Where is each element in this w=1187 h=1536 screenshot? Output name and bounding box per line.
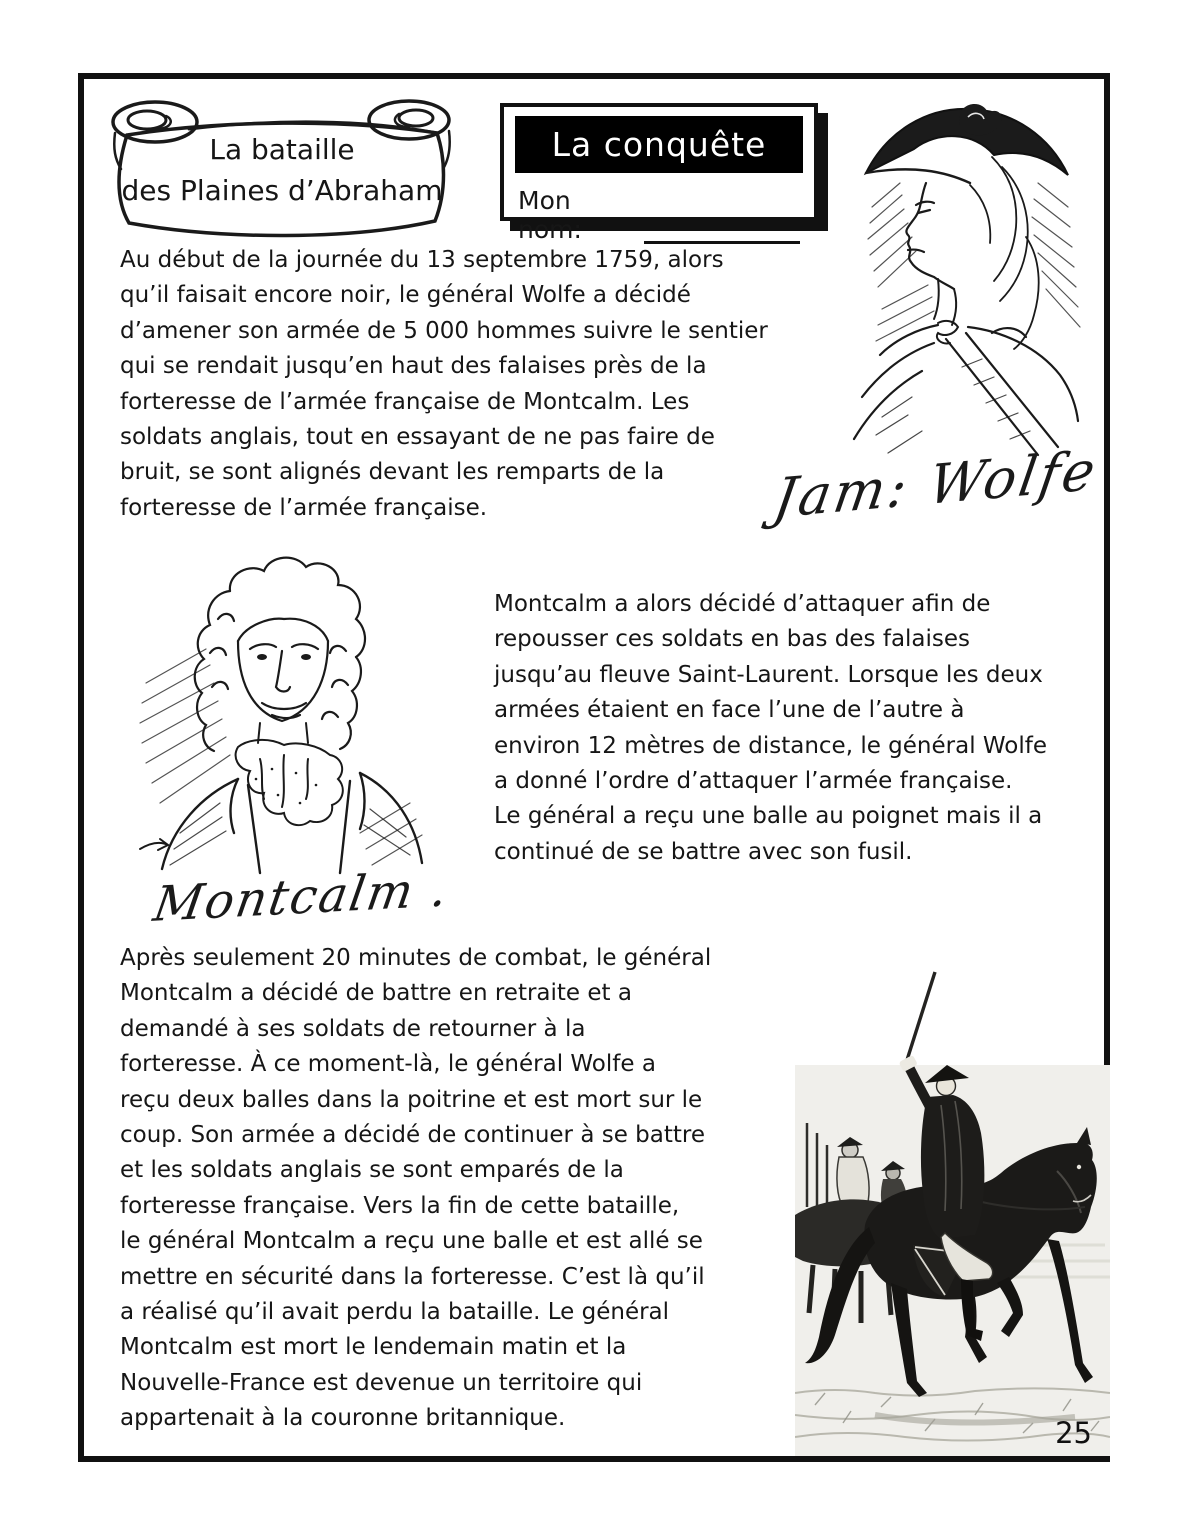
- battle-rider-illustration: [795, 945, 1110, 1456]
- text-line: Montcalm est mort le lendemain matin et la: [120, 1334, 627, 1361]
- text-line: coup. Son armée a décidé de continuer à se battre: [120, 1122, 706, 1149]
- banner-title-line1: La bataille: [209, 133, 355, 166]
- unit-title: La conquête: [515, 116, 803, 173]
- text-line: demandé à ses soldats de retourner à la: [120, 1015, 586, 1042]
- montcalm-signature: Montcalm .: [149, 861, 454, 933]
- wolfe-portrait-figure: [842, 87, 1092, 459]
- page-number: 25: [1055, 1416, 1092, 1450]
- name-label: Mon nom:: [518, 186, 582, 244]
- paragraph-3: [120, 941, 800, 1437]
- text-line: d’amener son armée de 5 000 hommes suivre le sentier: [120, 317, 768, 344]
- text-line: forteresse. À ce moment-là, le général Wolfe a: [120, 1051, 656, 1078]
- page-border-frame: [78, 73, 1110, 1462]
- text-line: jusqu’au fleuve Saint-Laurent. Lorsque les deux: [494, 661, 1043, 688]
- text-line: qui se rendait jusqu’en haut des falaises près de la: [120, 353, 707, 380]
- text-line: environ 12 mètres de distance, le général Wolfe: [494, 732, 1048, 759]
- text-line: repousser ces soldats en bas des falaises: [494, 626, 971, 653]
- text-line: Le général a reçu une balle au poignet mais il a: [494, 803, 1043, 830]
- text-line: Montcalm a décidé de battre en retraite et a: [120, 980, 632, 1007]
- title-banner: [93, 93, 471, 241]
- text-line: forteresse de l’armée française de Montcalm. Les: [120, 388, 690, 415]
- name-blank-line: [644, 215, 800, 244]
- montcalm-portrait-figure: [110, 533, 455, 878]
- text-line: a donné l’ordre d’attaquer l’armée française.: [494, 768, 1013, 795]
- text-line: Nouvelle-France est devenue un territoire qui: [120, 1369, 643, 1396]
- text-line: mettre en sécurité dans la forteresse. C’est là qu’il: [120, 1263, 705, 1290]
- paragraph-2: [494, 587, 1104, 870]
- text-line: continué de se battre avec son fusil.: [494, 838, 913, 865]
- wolfe-portrait-illustration: [842, 87, 1092, 459]
- text-line: le général Montcalm a reçu une balle et est allé se: [120, 1228, 703, 1255]
- text-line: soldats anglais, tout en essayant de ne pas faire de: [120, 424, 715, 451]
- text-line: et les soldats anglais se sont emparés de la: [120, 1157, 624, 1184]
- paragraph-1: [120, 243, 800, 526]
- wolfe-signature: Jam: Wolfe: [769, 438, 1103, 531]
- text-line: Montcalm a alors décidé d’attaquer afin de: [494, 591, 991, 617]
- montcalm-portrait-illustration: [110, 533, 455, 878]
- text-line: forteresse française. Vers la fin de cette bataille,: [120, 1192, 680, 1219]
- banner-title: [93, 129, 471, 211]
- text-line: armées étaient en face l’une de l’autre à: [494, 697, 965, 724]
- battle-rider-figure: [795, 945, 1110, 1456]
- text-line: Après seulement 20 minutes de combat, le général: [120, 945, 712, 971]
- text-line: bruit, se sont alignés devant les remparts de la: [120, 459, 665, 486]
- text-line: forteresse de l’armée française.: [120, 494, 488, 521]
- text-line: a réalisé qu’il avait perdu la bataille. Le général: [120, 1299, 670, 1326]
- unit-header-box: [500, 103, 818, 244]
- text-line: reçu deux balles dans la poitrine et est mort sur le: [120, 1086, 703, 1113]
- text-line: appartenait à la couronne britannique.: [120, 1405, 566, 1432]
- text-line: qu’il faisait encore noir, le général Wolfe a décidé: [120, 282, 691, 309]
- text-line: Au début de la journée du 13 septembre 1759, alors: [120, 247, 724, 273]
- banner-title-line2: des Plaines d’Abraham: [121, 174, 443, 207]
